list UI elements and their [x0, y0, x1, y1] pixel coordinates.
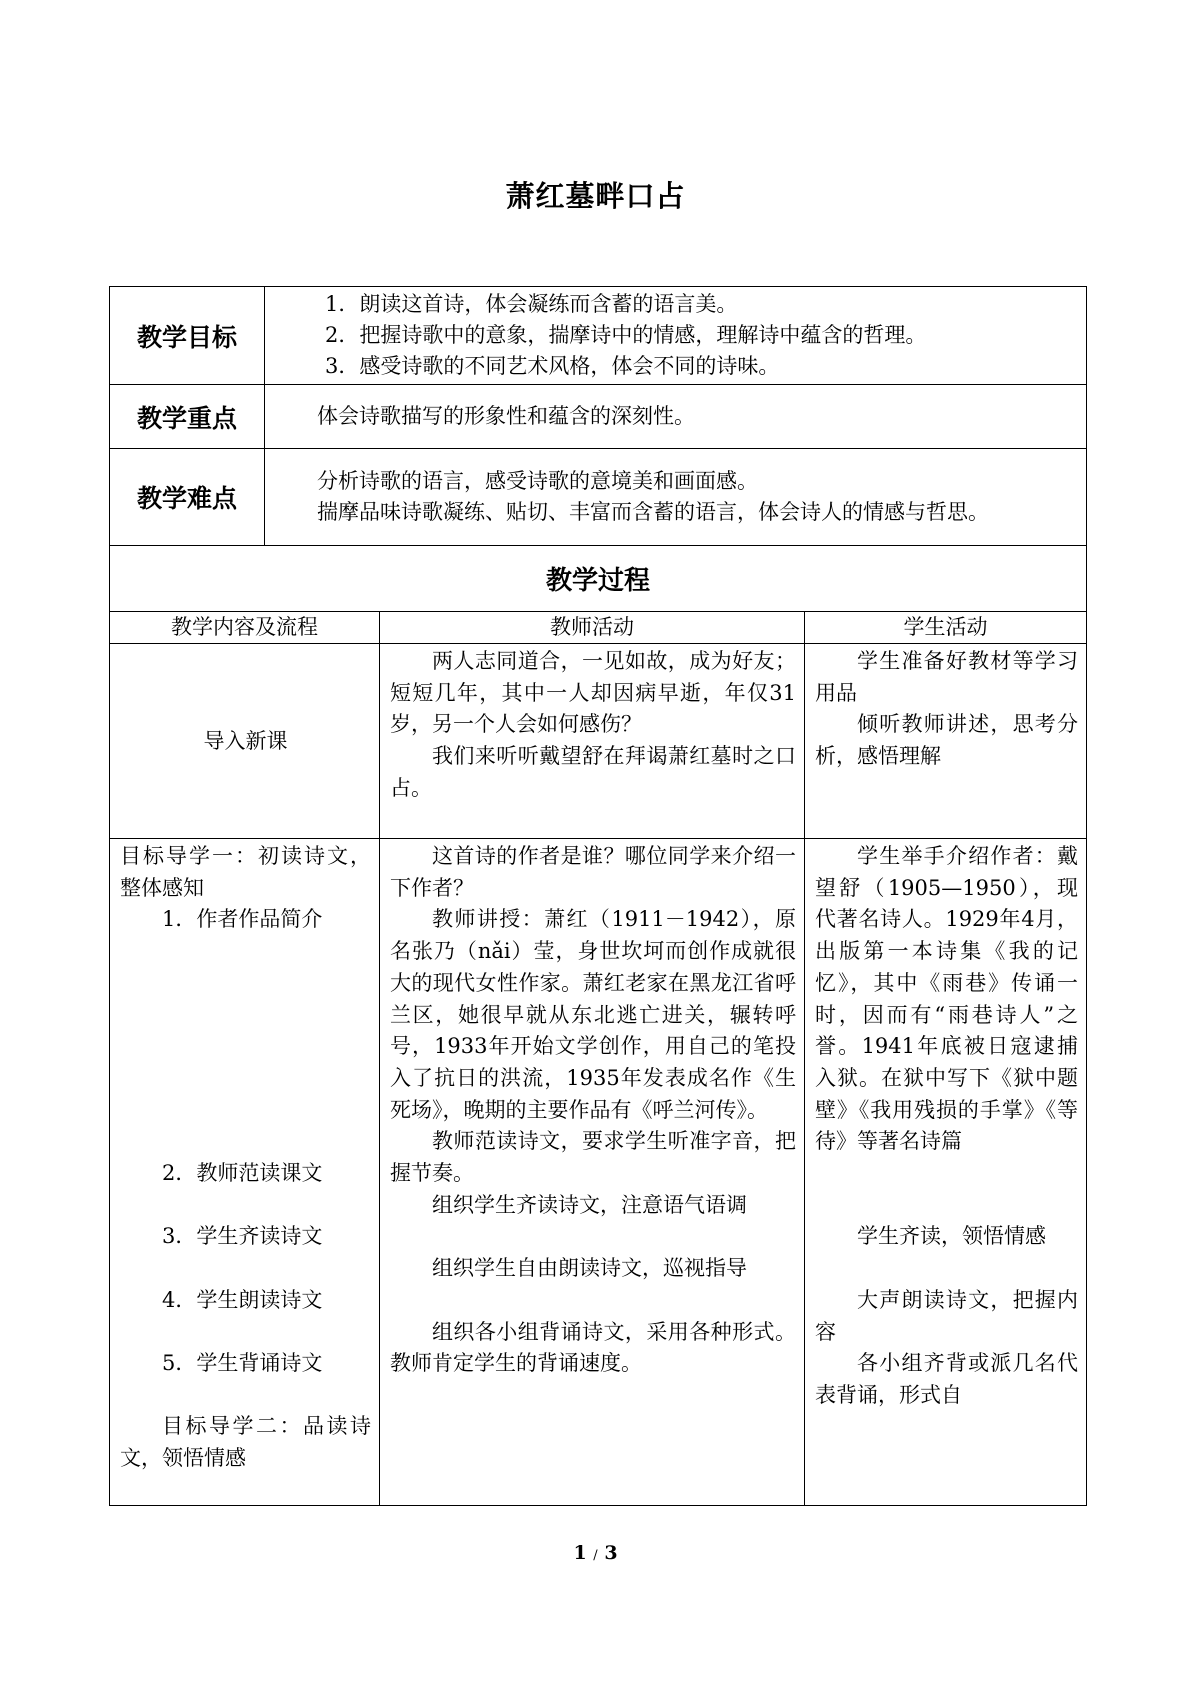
- intro-row: [110, 644, 1087, 839]
- objectives-label: 教学目标: [110, 287, 265, 385]
- teacher-paragraph: 教师讲授：萧红（1911－1942），原名张乃（nǎi）莹，身世坎坷而创作成就很大的现代女性作家。萧红老家在黑龙江省呼兰区，她很早就从东北逃亡进关，辗转呼号，1933年开始文学创作，用自己的笔投入了抗日的洪流，1935年发表成名作《生死场》，晚期的主要作品有《呼兰河传》。: [390, 907, 796, 1122]
- section1-student: [805, 839, 1087, 1506]
- section1-content: [110, 839, 380, 1506]
- student-paragraph: 学生齐读，领悟情感: [857, 1224, 1046, 1249]
- difficulties-line: 分析诗歌的语言，感受诗歌的意境美和画面感。: [317, 469, 758, 493]
- step-item: 3．学生齐读诗文: [162, 1224, 323, 1249]
- process-title-row: [110, 546, 1087, 612]
- current-page: 1: [573, 1542, 587, 1564]
- section1-row: [110, 839, 1087, 1506]
- header-teacher: 教师活动: [380, 612, 805, 644]
- page-number: [0, 1542, 1191, 1564]
- step-item: 1．作者作品简介: [162, 907, 323, 932]
- objectives-content: [265, 287, 1087, 385]
- lesson-plan-table: [109, 286, 1087, 1506]
- key-points-text: 体会诗歌描写的形象性和蕴含的深刻性。: [317, 404, 695, 428]
- objectives-row: [110, 287, 1087, 385]
- key-points-row: [110, 385, 1087, 449]
- teacher-paragraph: 组织学生自由朗读诗文，巡视指导: [432, 1256, 747, 1281]
- teacher-paragraph: 教师范读诗文，要求学生听准字音，把握节奏。: [390, 1129, 796, 1186]
- teacher-paragraph: 组织学生齐读诗文，注意语气语调: [432, 1192, 747, 1217]
- teacher-paragraph: 组织各小组背诵诗文，采用各种形式。教师肯定学生的背诵速度。: [390, 1319, 796, 1376]
- step-item: 2．教师范读课文: [162, 1160, 323, 1185]
- difficulties-line: 揣摩品味诗歌凝练、贴切、丰富而含蓄的语言，体会诗人的情感与哲思。: [317, 500, 989, 524]
- page-separator: /: [593, 1548, 598, 1563]
- teacher-paragraph: 两人志同道合，一见如故，成为好友；短短几年，其中一人却因病早逝，年仅31岁，另一个人会如何感伤？: [390, 649, 796, 737]
- teacher-paragraph: 这首诗的作者是谁？哪位同学来介绍一下作者？: [390, 844, 796, 900]
- objective-item: 1．朗读这首诗，体会凝练而含蓄的语言美。: [325, 292, 738, 316]
- header-student: 学生活动: [805, 612, 1087, 644]
- objective-item: 2．把握诗歌中的意象，揣摩诗中的情感，理解诗中蕴含的哲理。: [325, 323, 927, 347]
- process-title: 教学过程: [110, 546, 1087, 612]
- student-paragraph: 学生举手介绍作者：戴望舒（1905—1950），现代著名诗人。1929年4月，出版第一本诗集《我的记忆》，其中《雨巷》传诵一时，因而有“雨巷诗人”之誉。1941年底被日寇逮捕入狱。在狱中写下《狱中题壁》《我用残损的手掌》《等待》等著名诗篇: [815, 844, 1079, 1154]
- section-heading: 目标导学一：初读诗文，整体感知: [120, 844, 371, 900]
- section-heading: 目标导学二：品读诗文，领悟情感: [120, 1414, 371, 1471]
- step-item: 5．学生背诵诗文: [162, 1351, 323, 1376]
- section1-teacher: [380, 839, 805, 1506]
- header-content: 教学内容及流程: [110, 612, 380, 644]
- student-paragraph: 学生准备好教材等学习用品: [815, 649, 1079, 705]
- student-paragraph: 各小组齐背或派几名代表背诵，形式自: [815, 1351, 1079, 1407]
- student-paragraph: 倾听教师讲述，思考分析，感悟理解: [815, 712, 1079, 769]
- student-paragraph: 大声朗读诗文，把握内容: [815, 1287, 1079, 1344]
- key-points-label: 教学重点: [110, 385, 265, 449]
- page-title: 萧红墓畔口占: [505, 179, 686, 213]
- intro-student: [805, 644, 1087, 839]
- difficulties-content: [265, 449, 1087, 546]
- process-header-row: [110, 612, 1087, 644]
- key-points-content: [265, 385, 1087, 449]
- intro-content: 导入新课: [110, 644, 380, 839]
- objective-item: 3．感受诗歌的不同艺术风格，体会不同的诗味。: [325, 354, 780, 378]
- difficulties-label: 教学难点: [110, 449, 265, 546]
- difficulties-row: [110, 449, 1087, 546]
- step-item: 4．学生朗读诗文: [162, 1287, 323, 1312]
- intro-teacher: [380, 644, 805, 839]
- teacher-paragraph: 我们来听听戴望舒在拜谒萧红墓时之口占。: [390, 744, 796, 800]
- total-pages: 3: [604, 1542, 618, 1564]
